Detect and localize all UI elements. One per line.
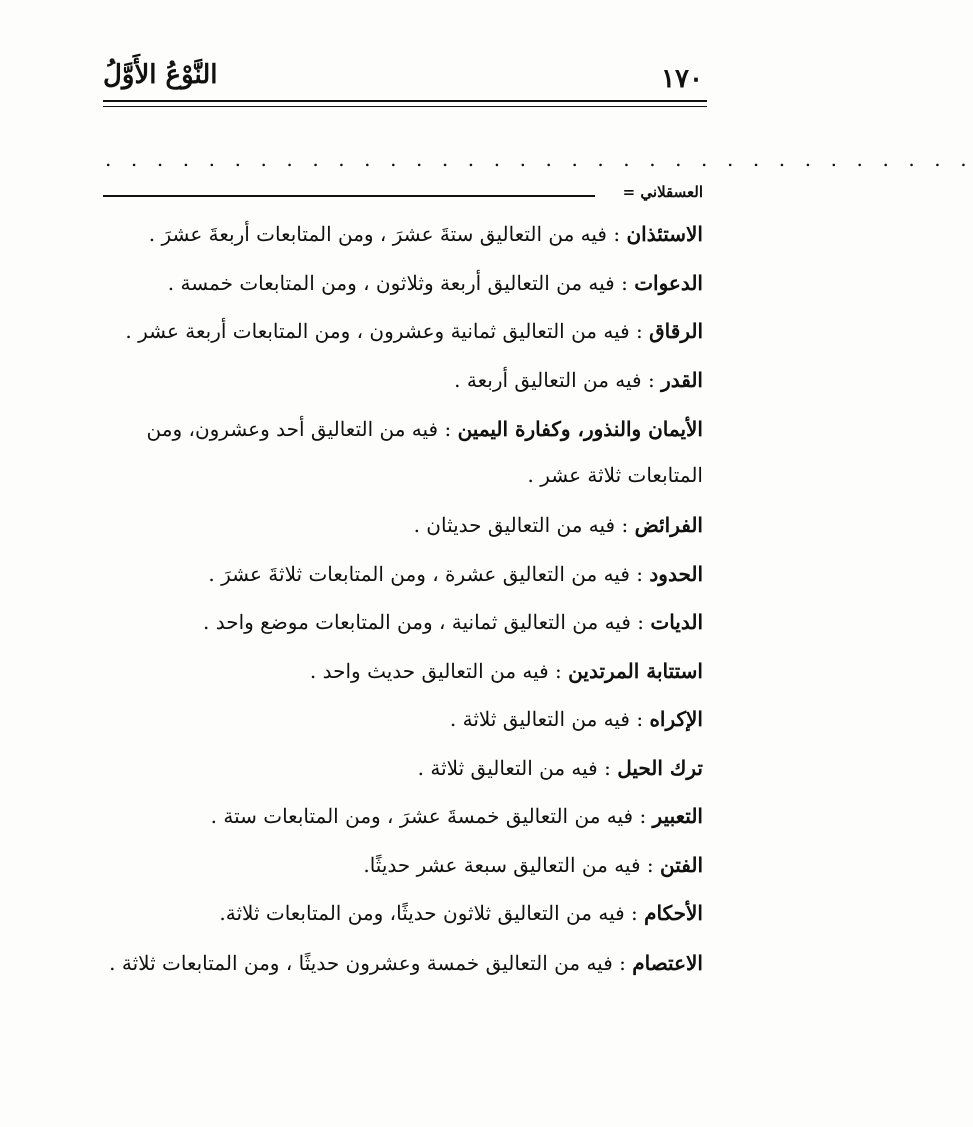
entry-term: القدر [661,367,703,392]
entry-term: الفرائض [634,513,703,537]
entry-text: : فيه من التعاليق ثلاثة . [417,755,611,780]
entry-paragraph [103,744,703,793]
entry-text: : فيه من التعاليق أربعة . [454,367,655,392]
entry-paragraph [103,647,703,696]
entry-text: : فيه من التعاليق حديثان . [413,513,629,537]
entry-text: : فيه من التعاليق ثلاثون حديثًا، ومن المتابعات ثلاثة. [219,901,638,925]
entry-paragraph [103,792,703,841]
entry-text: : فيه من التعاليق أربعة وثلاثون ، ومن المتابعات خمسة . [167,270,628,295]
source-rule [103,195,595,197]
entry-text: : فيه من التعاليق خمسةَ عشرَ ، ومن المتابعات ستة . [210,804,647,828]
entry-text: : فيه من التعاليق حديث واحد . [309,658,562,683]
entry-paragraph [103,598,703,647]
entry-paragraph [103,695,703,744]
entry-paragraph [103,940,703,986]
entry-term: الديات [650,610,703,634]
entry-term: الأحكام [644,901,703,925]
entry-text: : فيه من التعاليق أحد وعشرون، ومن المتابعات ثلاثة عشر . [146,417,703,487]
source-row [103,183,703,205]
entry-paragraph [103,501,703,550]
entry-paragraph [103,259,703,308]
body-text [103,210,703,989]
entry-text: : فيه من التعاليق ستةَ عشرَ ، ومن المتابعات أربعةَ عشرَ . [148,222,621,246]
entry-term: التعبير [652,804,703,828]
running-title: النَّوْعُ الأَوَّلُ [103,60,218,90]
entry-term: استتابة المرتدين [568,658,703,683]
separator-dots: . . . . . . . . . . . . . . . . . . . . . . . . . . . . . . . . . . [105,147,973,171]
entry-term: الأيمان والنذور، وكفارة اليمين [457,417,703,441]
entry-term: الدعوات [634,270,703,295]
source-label: العسقلاني = [622,183,703,201]
entry-term: الإكراه [649,707,703,731]
entry-term: الاستئذان [626,222,703,246]
entry-text: : فيه من التعاليق عشرة ، ومن المتابعات ثلاثةَ عشرَ . [208,561,644,586]
entry-term: الفتن [659,852,703,877]
page-header [103,60,703,96]
entry-paragraph [103,210,703,259]
header-rule [103,100,707,102]
entry-text: : فيه من التعاليق سبعة عشر حديثًا. [363,852,654,877]
entry-paragraph [103,406,703,498]
entry-paragraph [103,356,703,405]
entry-term: الرقاق [649,319,703,343]
entry-paragraph [103,550,703,599]
entry-term: الحدود [649,561,703,586]
entry-text: : فيه من التعاليق خمسة وعشرون حديثًا ، ومن المتابعات ثلاثة . [109,950,626,975]
entry-paragraph [103,841,703,890]
entry-text: : فيه من التعاليق ثمانية ، ومن المتابعات موضع واحد . [203,610,644,634]
page-number: ١٧٠ [661,64,703,94]
entry-text: : فيه من التعاليق ثمانية وعشرون ، ومن المتابعات أربعة عشر . [125,319,643,343]
entry-paragraph [103,307,703,356]
entry-paragraph [103,889,703,938]
entry-text: : فيه من التعاليق ثلاثة . [449,707,644,731]
entry-term: ترك الحيل [617,755,703,780]
entry-term: الاعتصام [632,950,703,975]
header-rule-thin [103,106,707,107]
